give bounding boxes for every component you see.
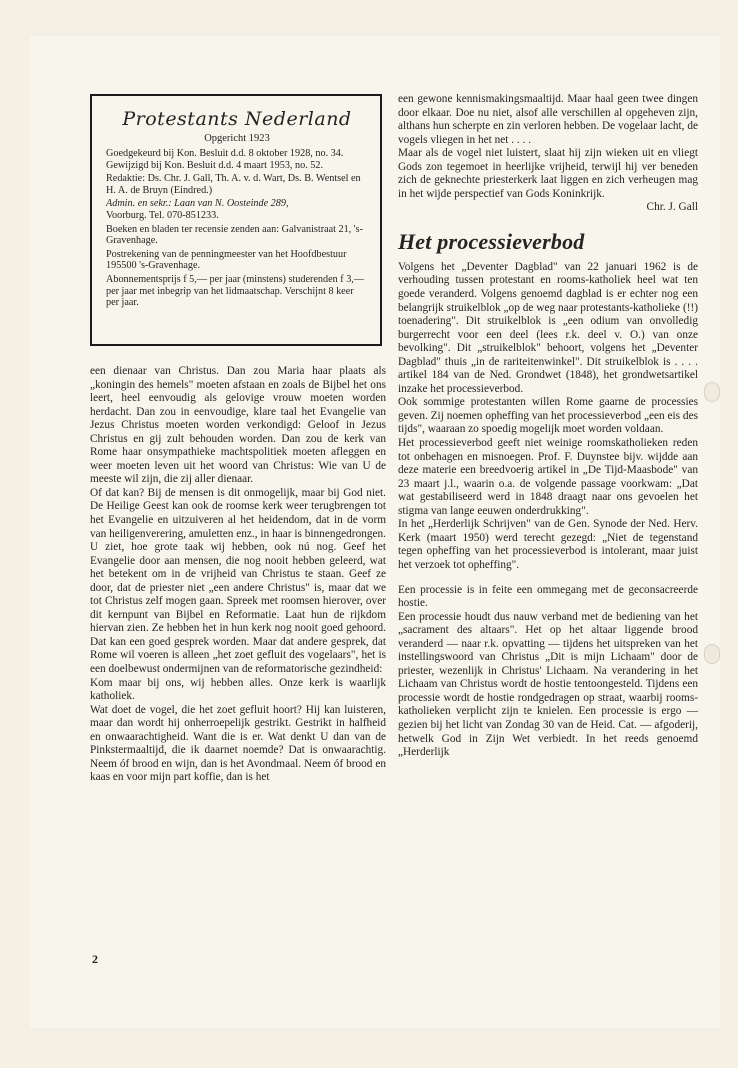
page-number: 2 <box>92 952 98 966</box>
right-column <box>398 93 698 760</box>
masthead-approval: Goedgekeurd bij Kon. Besluit d.d. 8 oktober 1928, no. 34. Gewijzigd bij Kon. Besluit d.d. 4 maart 1953, no. 52. <box>106 148 344 171</box>
left-paragraph: Wat doet de vogel, die het zoet gefluit hoort? Hij kan luisteren, maar dan wordt hij onherroepelijk gestrikt. Gestrikt in halfheid en onwaarachtigheid. Want die is er. Wat denkt U dan van de Pinkstermaaltijd, die ik daarnet noemde? Dat is onwaarachtig. Neem óf brood en wijn, dan is het Avondmaal. Neem óf brood en kaas en voor mijn part koffie, dan is het <box>90 703 386 784</box>
masthead-editors: Redaktie: Ds. Chr. J. Gall, Th. A. v. d. Wart, Ds. B. Wentsel en H. A. de Bruyn (Eindred.) <box>106 173 361 196</box>
masthead-giro: Postrekening van de penningmeester van het Hoofdbestuur 195500 's-Gravenhage. <box>106 248 347 272</box>
article-signature: Chr. J. Gall <box>646 201 698 214</box>
masthead-phone: Voorburg. Tel. 070-851233. <box>106 209 219 221</box>
masthead-box <box>90 94 382 346</box>
section-paragraph: In het „Herderlijk Schrijven" van de Gen. Synode der Ned. Herv. Kerk (maart 1950) werd terecht gezegd: „Niet de tegenstand tegen opheffing van het processieverbod is intolerant, maar juist het verzoek tot opheffing". <box>398 518 698 571</box>
paragraph-gap <box>398 573 698 584</box>
masthead-subscription: Abonnementsprijs f 5,— per jaar (minstens) studerenden f 3,— per jaar met inbegrip van het lidmaatschap. Verschijnt 8 keer per jaar. <box>106 273 365 309</box>
left-paragraph: Of dat kan? Bij de mensen is dit onmogelijk, maar bij God niet. De Heilige Geest kan ook de roomse kerk weer terugbrengen tot het Evangelie en uitzuiveren al het heidendom, dat in de vorm van heiligenverering, amuletten enz., in haar is binnengedrongen. U ziet, hoe grote taak wij hebben, ook nú nog. Geef het Evangelie door aan mensen, die nog nooit hebben geleerd, wat het betekent om in de vrijheid van Christus te staan. Geef ze door, dat de priester niet „een andere Christus" is, maar dat we tot Christus zelf mogen gaan. Spreek met roomsen hierover, over dit kernpunt van Bijbel en Reformatie. Laat hun de rijkdom hiervan zien. Ze hebben het in hun kerk nog nooit goed gehoord. Dat kan een goed gesprek worden. Maar dat andere gesprek, dat Rome wil voeren is alleen „het zoet gefluit des vogelaars", het is een doelbewust ondermijnen van de reformatorische gezindheid: <box>90 486 386 676</box>
masthead-admin: Admin. en sekr.: Laan van N. Oosteinde 289, <box>106 198 289 210</box>
masthead-books: Boeken en bladen ter recensie zenden aan: Galvanistraat 21, 's-Gravenhage. <box>106 223 363 247</box>
scan-tab-mark <box>704 382 720 402</box>
section-paragraph: Ook sommige protestanten willen Rome gaarne de processies geven. Zij noemen opheffing van het processieverbod „een eis des tijds", waaraan zo spoedig mogelijk moet worden voldaan. <box>398 396 698 436</box>
right-paragraph: een gewone kennismakingsmaaltijd. Maar haal geen twee dingen door elkaar. Doe nu niet, alsof alle verschillen al opgeheven zijn, althans hun scherpte en zin verloren hebben. De vogelaar lacht, de vogels vliegen in het net . . . . <box>398 93 698 146</box>
masthead-title: Protestants Nederland <box>122 108 352 130</box>
closing-paragraph: Een processie houdt dus nauw verband met de bediening van het „sacrament des altaars". Het op het altaar liggende brood veranderd — naar r.k. opvatting — tijdens het uitspreken van het instellingswoord van Christus „Dit is mijn Lichaam" door de priester, wezenlijk in Christus' Lichaam. Na verandering in het Lichaam van Christus wordt de hostie tentoongesteld. Tijdens een processie wordt de hostie rondgedragen op straat, waarbij rooms-katholieken verplicht zijn te knielen. Een processie is ergo — gezien bij het licht van Zondag 30 van de Heid. Cat. — afgoderij, hetwelk God in Zijn Wet verbiedt. In het reeds genoemd „Herderlijk <box>398 610 698 759</box>
left-paragraph: een dienaar van Christus. Dan zou Maria haar plaats als „koningin des hemels" moeten afstaan en zoals de Bijbel het ons leert, heel eenvoudig als gelovige vrouw moeten worden herdacht. Dan zou in eenvoudige, klare taal het Evangelie van Jezus Christus moeten worden verkondigd: Geloof in Jezus Christus en gij zult behouden worden. Dan zou de kerk van Rome haar onsympathieke machtspolitiek moeten afleggen en weer moeten leven uit het woord van Christus: Wie van U de meeste wil zijn, die zij aller dienaar. <box>90 365 386 486</box>
closing-paragraph: Een processie is in feite een ommegang met de geconsacreerde hostie. <box>398 583 698 610</box>
right-paragraph: Maar als de vogel niet luistert, slaat hij zijn wieken uit en vliegt Gods zon tegemoet in heerlijke vrijheid, terwijl hij ver beneden zich de geknechte priesterkerk laat liggen en zich verheugen mag in het wijde perspectief van Gods Koninkrijk. <box>398 147 698 200</box>
scan-tab-mark <box>704 644 720 664</box>
section-heading: Het processieverbod <box>398 228 585 254</box>
section-paragraph: Volgens het „Deventer Dagblad" van 22 januari 1962 is de verhouding tussen protestant en rooms-katholiek heel wat ten goede veranderd. Volgens genoemd dagblad is er echter nog een belangrijk struikelblok „op de weg naar protestants-katholieke (!!) toenadering". Dit struikelblok is „een odium van onvolledig burgerrecht voor een deel (lees r.k. deel v. O.) van onze bevolking". Dit „struikelblok" behoort, volgens het „Deventer Dagblad" thuis „in de rariteitenwinkel". Dit struikelblok is . . . . artikel 184 van de Ned. Grondwet (1848), het grondwetsartikel inzake het processieverbod. <box>398 260 698 395</box>
section-paragraph: Het processieverbod geeft niet weinige roomskatholieken reden tot onbehagen en misnoegen. Prof. F. Duynstee bijv. wijdde aan deze materie een breedvoerig artikel in „De Tijd-Maasbode" van 23 maart j.l., waarin o.a. de volgende passage voorkwam: „Dat wat gestabiliseerd werd in 1848 draagt naar ons gevoelen het stigma van lange eeuwen onderdrukking". <box>398 437 698 517</box>
left-paragraph: Kom maar bij ons, wij hebben alles. Onze kerk is waarlijk katholiek. <box>90 676 386 703</box>
masthead-founded: Opgericht 1923 <box>204 133 270 144</box>
left-column <box>90 365 386 785</box>
